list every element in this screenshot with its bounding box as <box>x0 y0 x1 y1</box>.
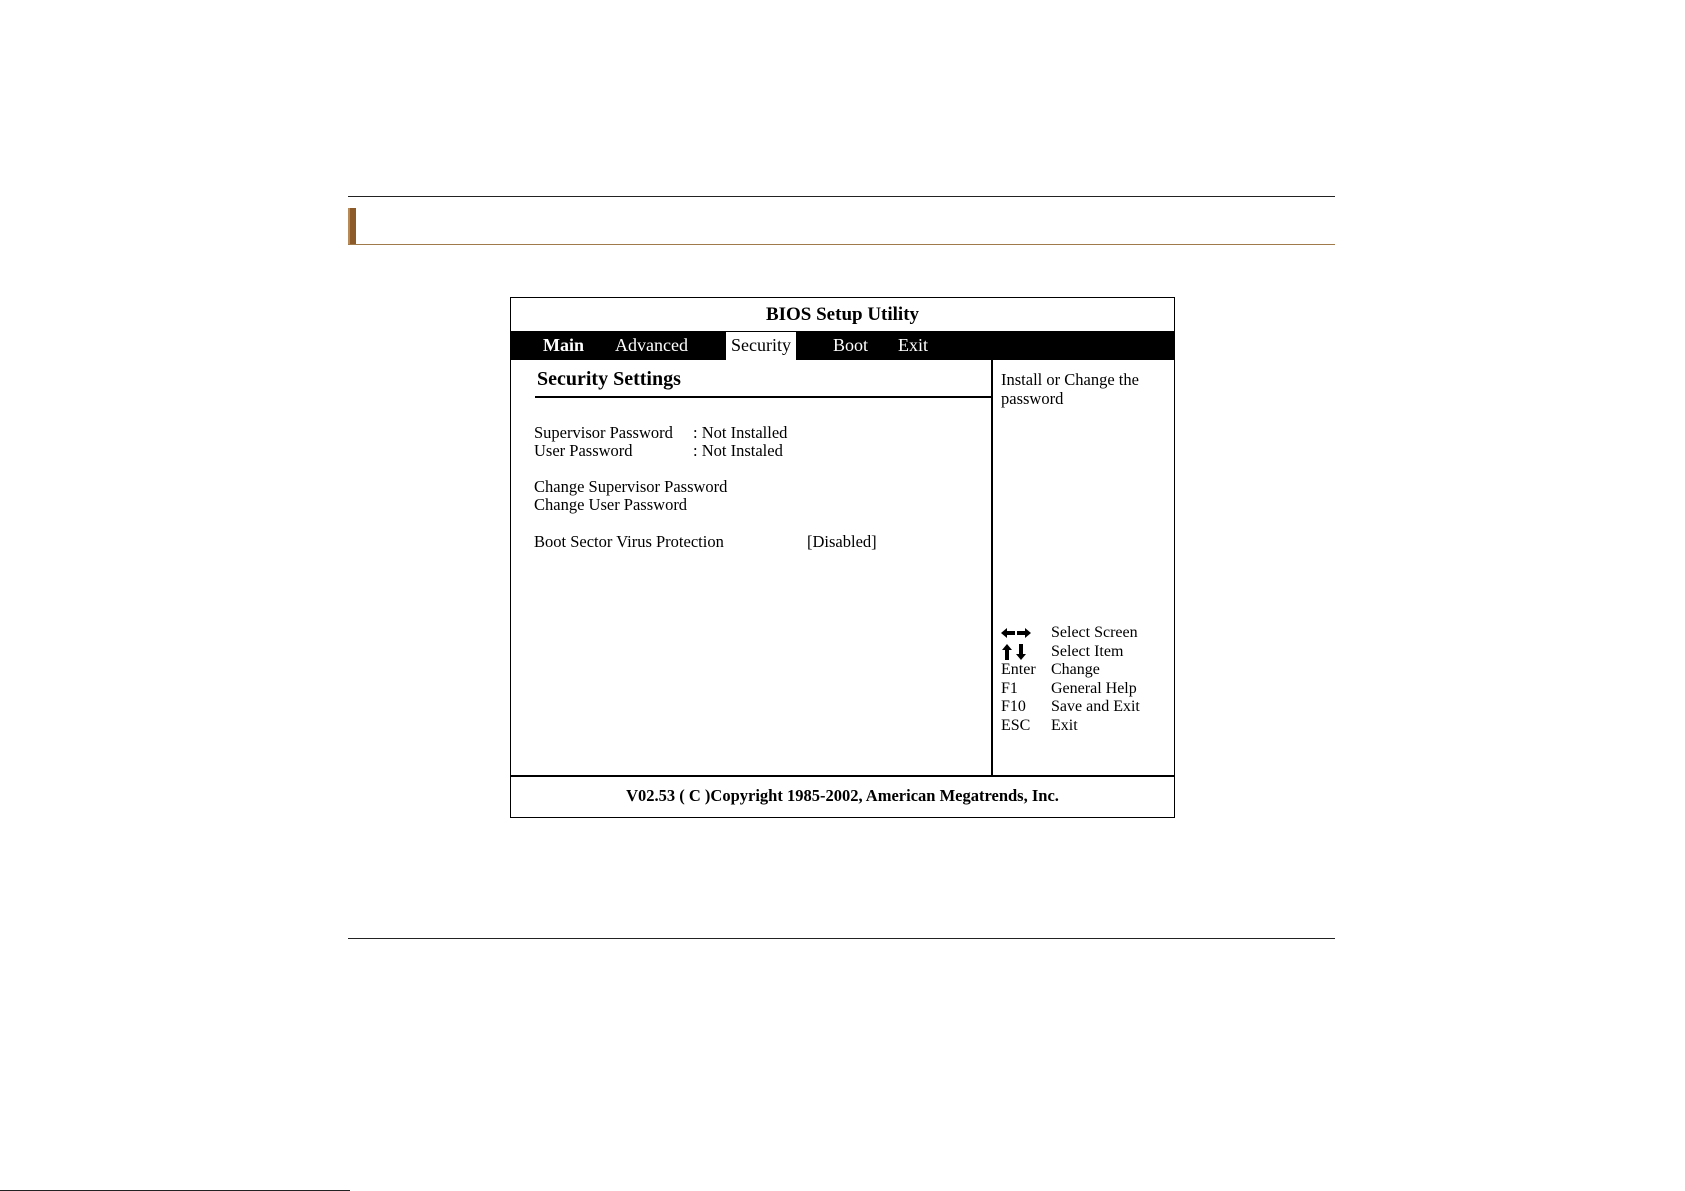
page-top-rule <box>348 196 1335 197</box>
tab-advanced[interactable]: Advanced <box>615 335 688 355</box>
tab-main[interactable]: Main <box>543 335 585 355</box>
supervisor-password-value: : Not Installed <box>693 423 788 442</box>
help-pane <box>991 360 1174 775</box>
change-supervisor-password-item[interactable]: Change Supervisor Password <box>534 477 728 496</box>
key-desc: Exit <box>1051 716 1078 734</box>
page-header-band <box>348 208 1335 245</box>
section-divider <box>535 396 991 398</box>
bios-menubar <box>511 331 1174 360</box>
bios-setup-window <box>510 297 1175 818</box>
settings-pane <box>511 360 991 775</box>
boot-sector-virus-protection-value[interactable]: [Disabled] <box>807 532 877 551</box>
key-desc: Select Screen <box>1051 624 1138 641</box>
key-desc: Save and Exit <box>1051 698 1140 716</box>
help-text: Install or Change the password <box>1001 370 1139 408</box>
key-name: ESC <box>1001 716 1031 734</box>
up-down-arrows-icon <box>1001 643 1049 662</box>
bios-title: BIOS Setup Utility <box>765 304 920 325</box>
tab-boot[interactable]: Boot <box>833 335 869 355</box>
user-password-value: : Not Instaled <box>693 441 783 460</box>
key-desc: Change <box>1051 661 1100 679</box>
key-name: F10 <box>1001 698 1026 716</box>
user-password-label: User Password <box>534 441 633 460</box>
change-user-password-item[interactable]: Change User Password <box>534 495 688 514</box>
key-name: F1 <box>1001 679 1018 697</box>
left-right-arrows-icon <box>1001 624 1049 643</box>
section-title: Security Settings <box>537 368 681 390</box>
supervisor-password-label: Supervisor Password <box>534 423 673 442</box>
key-desc: General Help <box>1051 679 1137 697</box>
header-accent-bar <box>348 208 356 244</box>
page-bottom-rule <box>348 938 1335 939</box>
tab-exit[interactable]: Exit <box>898 335 928 355</box>
copyright-footer: V02.53 ( C )Copyright 1985-2002, American Megatrends, Inc. <box>511 775 1174 818</box>
key-desc: Select Item <box>1051 642 1124 660</box>
boot-sector-virus-protection-label[interactable]: Boot Sector Virus Protection <box>534 532 724 551</box>
tab-security[interactable]: Security <box>726 332 796 360</box>
key-name: Enter <box>1001 661 1036 679</box>
